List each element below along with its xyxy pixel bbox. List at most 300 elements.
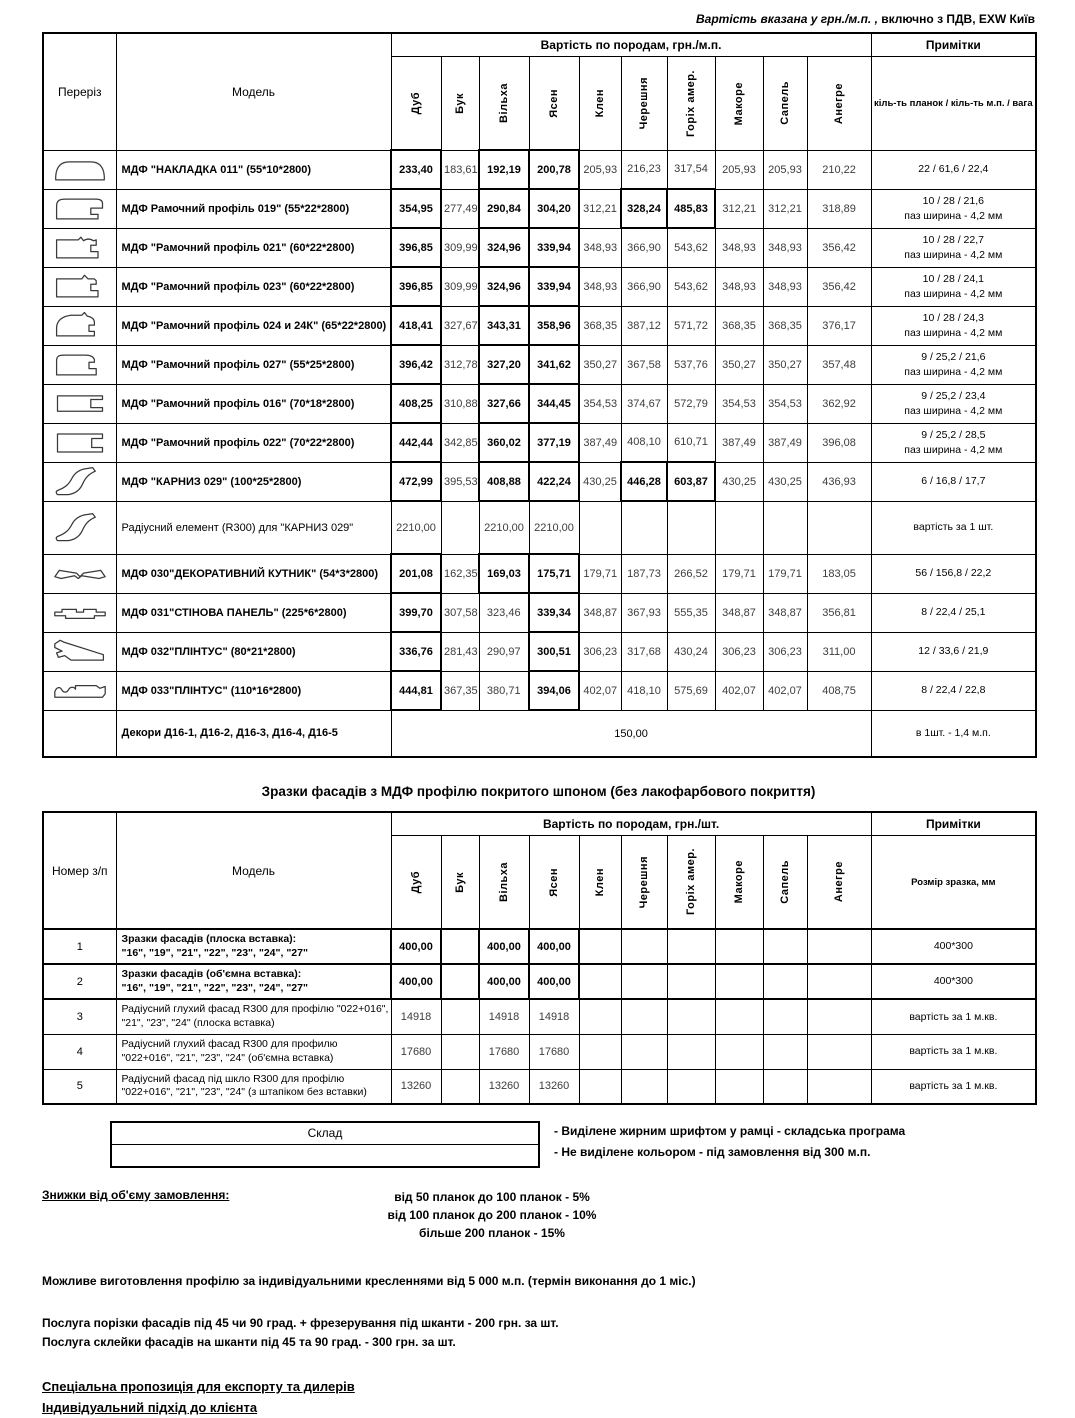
col-header-notes: Примітки: [871, 33, 1036, 57]
price-cell: 317,68: [621, 632, 667, 671]
price-cell: 327,66: [479, 384, 529, 423]
price-cell: 17680: [529, 1034, 579, 1069]
price-cell: 356,42: [807, 228, 871, 267]
corner-030-icon: [43, 554, 116, 593]
stock-legend-label: Склад: [112, 1123, 538, 1145]
overlay-011-icon: [43, 150, 116, 189]
price-cell: 387,49: [763, 423, 807, 462]
price-cell: [579, 999, 621, 1034]
price-cell: 300,51: [529, 632, 579, 671]
price-cell: [579, 964, 621, 999]
row-number: 2: [43, 964, 116, 999]
price-cell: 205,93: [579, 150, 621, 189]
price-cell: 317,54: [667, 150, 715, 189]
note-cell: вартість за 1 м.кв.: [871, 1034, 1036, 1069]
price-cell: [763, 501, 807, 554]
price-cell: 169,03: [479, 554, 529, 593]
price-cell: 354,53: [763, 384, 807, 423]
price-cell: [579, 1069, 621, 1104]
price-cell: 357,48: [807, 345, 871, 384]
price-cell: [667, 501, 715, 554]
price-cell: 304,20: [529, 189, 579, 228]
price-cell: 342,85: [441, 423, 479, 462]
col-header-species-2: Бук: [441, 836, 479, 930]
cornice-029-icon: [43, 462, 116, 501]
price-cell: 348,93: [715, 267, 763, 306]
discounts-block: [42, 1188, 1035, 1246]
col-header-notes: Примітки: [871, 812, 1036, 836]
price-cell: [621, 1034, 667, 1069]
model-name: Радіусний глухий фасад R300 для профілю "022+016", "21", "23", "24" (плоска вставка): [116, 999, 391, 1034]
col-header-model: Модель: [116, 33, 391, 150]
model-name: Зразки фасадів (об'ємна вставка): "16", "19", "21", "22", "23", "24", "27": [116, 964, 391, 999]
model-name: МДФ 032"ПЛІНТУС" (80*21*2800): [116, 632, 391, 671]
price-cell: [763, 964, 807, 999]
price-cell: 366,90: [621, 228, 667, 267]
note-cell: 400*300: [871, 964, 1036, 999]
price-cell: [441, 1034, 479, 1069]
note-cell: 12 / 33,6 / 21,9: [871, 632, 1036, 671]
services-block: [42, 1314, 1035, 1352]
note-cell: вартість за 1 м.кв.: [871, 1069, 1036, 1104]
price-cell: 399,70: [391, 593, 441, 632]
col-header-species-9: Сапель: [763, 57, 807, 151]
price-cell: 368,35: [715, 306, 763, 345]
model-name: МДФ "Рамочний профіль 024 и 24К" (65*22*2800): [116, 306, 391, 345]
price-cell: 430,24: [667, 632, 715, 671]
frame-016-icon: [43, 384, 116, 423]
price-cell: [441, 501, 479, 554]
price-cell: 17680: [479, 1034, 529, 1069]
price-cell: 339,94: [529, 228, 579, 267]
price-cell: 179,71: [763, 554, 807, 593]
price-cell: 472,99: [391, 462, 441, 501]
price-cell: 312,78: [441, 345, 479, 384]
price-cell: [667, 1034, 715, 1069]
price-cell: 324,96: [479, 267, 529, 306]
price-cell: 387,49: [715, 423, 763, 462]
col-header-price-group: Вартість по породам, грн./м.п.: [391, 33, 871, 57]
price-cell: [579, 929, 621, 964]
col-header-species-5: Клен: [579, 836, 621, 930]
price-cell: 307,58: [441, 593, 479, 632]
price-cell: 183,05: [807, 554, 871, 593]
price-cell: 610,71: [667, 423, 715, 462]
note-cell: 56 / 156,8 / 22,2: [871, 554, 1036, 593]
note-cell: 22 / 61,6 / 22,4: [871, 150, 1036, 189]
service-line: Послуга склейки фасадів на шканти під 45 та 90 град. - 300 грн. за шт.: [42, 1335, 456, 1349]
price-cell: 13260: [479, 1069, 529, 1104]
col-header-notes-sub: кіль-ть планок / кіль-ть м.п. / вага: [871, 57, 1036, 151]
price-cell: [763, 1069, 807, 1104]
price-cell: 367,93: [621, 593, 667, 632]
price-cell: 354,53: [715, 384, 763, 423]
plinth-033-icon: [43, 671, 116, 710]
price-cell: 362,92: [807, 384, 871, 423]
price-cell: 290,84: [479, 189, 529, 228]
price-cell: 312,21: [715, 189, 763, 228]
col-header-model: Модель: [116, 812, 391, 929]
price-cell: 395,53: [441, 462, 479, 501]
price-cell: 430,25: [715, 462, 763, 501]
price-cell: 14918: [479, 999, 529, 1034]
price-cell: 396,85: [391, 267, 441, 306]
price-cell: 366,90: [621, 267, 667, 306]
price-cell: 2210,00: [529, 501, 579, 554]
price-cell: 343,31: [479, 306, 529, 345]
price-cell: [667, 964, 715, 999]
price-cell: [441, 964, 479, 999]
price-cell: 17680: [391, 1034, 441, 1069]
price-cell: [621, 1069, 667, 1104]
price-cell: 14918: [529, 999, 579, 1034]
price-cell: 408,75: [807, 671, 871, 710]
order-legend-empty-box: [112, 1145, 538, 1166]
price-cell: 543,62: [667, 267, 715, 306]
model-name: Декори Д16-1, Д16-2, Д16-3, Д16-4, Д16-5: [116, 710, 391, 757]
price-cell: 13260: [391, 1069, 441, 1104]
note-cell: вартість за 1 шт.: [871, 501, 1036, 554]
col-header-species-9: Сапель: [763, 836, 807, 930]
price-cell: 446,28: [621, 462, 667, 501]
price-cell: 430,25: [579, 462, 621, 501]
col-header-num: Номер з/п: [43, 812, 116, 929]
col-header-species-3: Вільха: [479, 57, 529, 151]
price-cell: 402,07: [763, 671, 807, 710]
price-cell: [667, 929, 715, 964]
price-cell: 309,99: [441, 267, 479, 306]
price-cell: [807, 929, 871, 964]
price-cell: [667, 1069, 715, 1104]
row-number: 1: [43, 929, 116, 964]
note-cell: 6 / 16,8 / 17,7: [871, 462, 1036, 501]
price-cell: 356,42: [807, 267, 871, 306]
price-cell: 312,21: [579, 189, 621, 228]
price-cell: 344,45: [529, 384, 579, 423]
col-header-species-6: Черешня: [621, 836, 667, 930]
top-note-italic: Вартість вказана у грн./м.п. ,: [696, 12, 878, 26]
price-cell: [715, 964, 763, 999]
special-offer-line: Індивідуальний підхід до клієнта: [42, 1400, 258, 1415]
price-cell: [807, 1034, 871, 1069]
price-cell: 537,76: [667, 345, 715, 384]
price-cell: 14918: [391, 999, 441, 1034]
col-header-species-2: Бук: [441, 57, 479, 151]
stock-legend-box: [110, 1121, 540, 1168]
price-cell: 603,87: [667, 462, 715, 501]
price-cell: 187,73: [621, 554, 667, 593]
model-name: МДФ "Рамочний профіль 022" (70*22*2800): [116, 423, 391, 462]
price-cell: 348,93: [579, 228, 621, 267]
col-header-species-5: Клен: [579, 57, 621, 151]
price-cell: 436,93: [807, 462, 871, 501]
price-cell: 324,96: [479, 228, 529, 267]
price-cell: 571,72: [667, 306, 715, 345]
row-number: 3: [43, 999, 116, 1034]
price-cell: 408,10: [621, 423, 667, 462]
panel-031-icon: [43, 593, 116, 632]
discount-line: від 100 планок до 200 планок - 10%: [387, 1208, 597, 1222]
price-cell: [807, 964, 871, 999]
price-cell: [715, 929, 763, 964]
custom-production-note: Можливе виготовлення профілю за індивідуальними кресленнями від 5 000 м.п. (термін виконання до 1 міс.): [42, 1274, 696, 1288]
model-name: Радіусний глухий фасад R300 для профилю "022+016", "21", "23", "24" (об'ємна вставка): [116, 1034, 391, 1069]
col-header-species-8: Макоре: [715, 836, 763, 930]
price-cell: 408,88: [479, 462, 529, 501]
frame-021-icon: [43, 228, 116, 267]
dekor-price-cell: 150,00: [391, 710, 871, 757]
col-header-species-10: Анегре: [807, 836, 871, 930]
price-cell: 377,19: [529, 423, 579, 462]
discount-lines: [212, 1188, 772, 1242]
price-cell: [621, 964, 667, 999]
model-name: МДФ "Рамочний профіль 027" (55*25*2800): [116, 345, 391, 384]
col-header-species-4: Ясен: [529, 57, 579, 151]
note-cell: 10 / 28 / 22,7 паз ширина - 4,2 мм: [871, 228, 1036, 267]
price-cell: 376,17: [807, 306, 871, 345]
model-name: Радіусний елемент (R300) для "КАРНИЗ 029": [116, 501, 391, 554]
price-cell: [763, 929, 807, 964]
price-cell: [667, 999, 715, 1034]
price-cell: 310,88: [441, 384, 479, 423]
price-cell: 575,69: [667, 671, 715, 710]
note-cell: 9 / 25,2 / 21,6 паз ширина - 4,2 мм: [871, 345, 1036, 384]
note-cell: в 1шт. - 1,4 м.п.: [871, 710, 1036, 757]
service-line: Послуга порізки фасадів під 45 чи 90 град. + фрезерування під шканти - 200 грн. за шт.: [42, 1316, 559, 1330]
price-cell: 281,43: [441, 632, 479, 671]
price-cell: 367,35: [441, 671, 479, 710]
facade-samples-title: Зразки фасадів з МДФ профілю покритого шпоном (без лакофарбового покриття): [261, 784, 816, 799]
price-cell: [715, 999, 763, 1034]
row-number: 4: [43, 1034, 116, 1069]
col-header-price-group: Вартість по породам, грн./шт.: [391, 812, 871, 836]
col-header-species-4: Ясен: [529, 836, 579, 930]
col-header-species-7: Горіх амер.: [667, 57, 715, 151]
special-offer-block: [42, 1376, 1035, 1418]
plinth-032-icon: [43, 632, 116, 671]
price-cell: [807, 999, 871, 1034]
model-name: МДФ 033"ПЛІНТУС" (110*16*2800): [116, 671, 391, 710]
price-cell: 402,07: [579, 671, 621, 710]
price-cell: 327,20: [479, 345, 529, 384]
price-cell: 400,00: [529, 964, 579, 999]
model-name: МДФ Рамочний профіль 019" (55*22*2800): [116, 189, 391, 228]
price-cell: 175,71: [529, 554, 579, 593]
price-cell: 360,02: [479, 423, 529, 462]
price-cell: 387,12: [621, 306, 667, 345]
price-cell: 350,27: [763, 345, 807, 384]
price-cell: 400,00: [529, 929, 579, 964]
top-note-rest: включно з ПДВ, EXW Київ: [877, 12, 1035, 26]
price-cell: 442,44: [391, 423, 441, 462]
model-name: МДФ "Рамочний профіль 023" (60*22*2800): [116, 267, 391, 306]
facade-samples-table: [42, 811, 1037, 1105]
price-cell: 210,22: [807, 150, 871, 189]
price-cell: 192,19: [479, 150, 529, 189]
price-cell: 350,27: [715, 345, 763, 384]
special-offer-line: Спеціальна пропозиція для експорту та дилерів: [42, 1379, 355, 1394]
price-cell: 400,00: [479, 929, 529, 964]
col-header-species-1: Дуб: [391, 57, 441, 151]
discount-line: від 50 планок до 100 планок - 5%: [394, 1190, 590, 1204]
price-cell: [715, 1069, 763, 1104]
price-cell: 2210,00: [479, 501, 529, 554]
price-cell: 2210,00: [391, 501, 441, 554]
model-name: МДФ 030"ДЕКОРАТИВНИЙ КУТНИК" (54*3*2800): [116, 554, 391, 593]
price-cell: 387,49: [579, 423, 621, 462]
price-cell: 306,23: [715, 632, 763, 671]
note-cell: 10 / 28 / 24,1 паз ширина - 4,2 мм: [871, 267, 1036, 306]
price-cell: 348,93: [763, 267, 807, 306]
col-header-species-3: Вільха: [479, 836, 529, 930]
legend: [110, 1121, 1035, 1168]
col-header-species-6: Черешня: [621, 57, 667, 151]
price-cell: 277,49: [441, 189, 479, 228]
frame-022-icon: [43, 423, 116, 462]
price-cell: 367,58: [621, 345, 667, 384]
price-cell: 572,79: [667, 384, 715, 423]
col-header-species-1: Дуб: [391, 836, 441, 930]
price-cell: 179,71: [715, 554, 763, 593]
price-cell: 396,85: [391, 228, 441, 267]
price-cell: 400,00: [479, 964, 529, 999]
price-cell: 348,93: [715, 228, 763, 267]
note-cell: 9 / 25,2 / 23,4 паз ширина - 4,2 мм: [871, 384, 1036, 423]
row-number: 5: [43, 1069, 116, 1104]
frame-024-icon: [43, 306, 116, 345]
price-cell: 183,61: [441, 150, 479, 189]
price-cell: 205,93: [715, 150, 763, 189]
price-cell: 394,06: [529, 671, 579, 710]
price-cell: 380,71: [479, 671, 529, 710]
price-cell: 162,35: [441, 554, 479, 593]
price-cell: 323,46: [479, 593, 529, 632]
price-cell: 485,83: [667, 189, 715, 228]
price-cell: [441, 929, 479, 964]
empty-icon-cell: [43, 710, 116, 757]
price-cell: [807, 1069, 871, 1104]
price-cell: 13260: [529, 1069, 579, 1104]
price-cell: [441, 1069, 479, 1104]
model-name: Зразки фасадів (плоска вставка): "16", "19", "21", "22", "23", "24", "27": [116, 929, 391, 964]
note-cell: 10 / 28 / 21,6 паз ширина - 4,2 мм: [871, 189, 1036, 228]
price-cell: [715, 501, 763, 554]
radius-element-icon: [43, 501, 116, 554]
price-cell: 368,35: [763, 306, 807, 345]
price-cell: 341,62: [529, 345, 579, 384]
legend-line-stock: - Виділене жирним шрифтом у рамці - складська програма: [554, 1124, 906, 1138]
legend-line-order: - Не виділене кольором - під замовлення від 300 м.п.: [554, 1145, 871, 1159]
price-cell: 306,23: [579, 632, 621, 671]
note-cell: 8 / 22,4 / 25,1: [871, 593, 1036, 632]
col-header-species-10: Анегре: [807, 57, 871, 151]
frame-023-icon: [43, 267, 116, 306]
col-header-species-7: Горіх амер.: [667, 836, 715, 930]
note-cell: 10 / 28 / 24,3 паз ширина - 4,2 мм: [871, 306, 1036, 345]
price-cell: 400,00: [391, 929, 441, 964]
price-cell: 543,62: [667, 228, 715, 267]
price-cell: 396,42: [391, 345, 441, 384]
price-cell: 368,35: [579, 306, 621, 345]
price-cell: 339,94: [529, 267, 579, 306]
price-cell: 350,27: [579, 345, 621, 384]
price-cell: 356,81: [807, 593, 871, 632]
price-cell: 336,76: [391, 632, 441, 671]
price-cell: 354,53: [579, 384, 621, 423]
price-cell: 339,34: [529, 593, 579, 632]
model-name: МДФ 031"СТІНОВА ПАНЕЛЬ" (225*6*2800): [116, 593, 391, 632]
price-cell: [715, 1034, 763, 1069]
price-cell: 354,95: [391, 189, 441, 228]
model-name: МДФ "Рамочний профіль 016" (70*18*2800): [116, 384, 391, 423]
frame-027-icon: [43, 345, 116, 384]
col-header-pereriz: Переріз: [43, 33, 116, 150]
price-cell: 348,87: [579, 593, 621, 632]
price-cell: 216,23: [621, 150, 667, 189]
price-cell: 179,71: [579, 554, 621, 593]
price-cell: [621, 501, 667, 554]
price-cell: 422,24: [529, 462, 579, 501]
price-cell: 290,97: [479, 632, 529, 671]
note-cell: 400*300: [871, 929, 1036, 964]
frame-019-icon: [43, 189, 116, 228]
model-name: Радіусний фасад під шкло R300 для профілю "022+016", "21", "23", "24" (з штапіком без вставки): [116, 1069, 391, 1104]
price-cell: 205,93: [763, 150, 807, 189]
col-header-species-8: Макоре: [715, 57, 763, 151]
price-cell: [579, 501, 621, 554]
price-cell: 444,81: [391, 671, 441, 710]
price-cell: 358,96: [529, 306, 579, 345]
price-cell: 418,41: [391, 306, 441, 345]
price-cell: 348,87: [763, 593, 807, 632]
note-cell: вартість за 1 м.кв.: [871, 999, 1036, 1034]
price-cell: 328,24: [621, 189, 667, 228]
note-cell: 9 / 25,2 / 28,5 паз ширина - 4,2 мм: [871, 423, 1036, 462]
price-cell: 233,40: [391, 150, 441, 189]
price-cell: 348,93: [579, 267, 621, 306]
discounts-heading: Знижки від об'єму замовлення:: [42, 1188, 230, 1202]
price-cell: 312,21: [763, 189, 807, 228]
price-cell: [763, 999, 807, 1034]
price-cell: 374,67: [621, 384, 667, 423]
price-cell: 408,25: [391, 384, 441, 423]
price-cell: 348,93: [763, 228, 807, 267]
price-cell: 430,25: [763, 462, 807, 501]
price-cell: 396,08: [807, 423, 871, 462]
discount-line: більше 200 планок - 15%: [419, 1226, 565, 1240]
top-note: [42, 12, 1035, 26]
legend-texts: [554, 1121, 905, 1168]
price-cell: [807, 501, 871, 554]
price-cell: [441, 999, 479, 1034]
price-cell: [621, 999, 667, 1034]
price-cell: [579, 1034, 621, 1069]
price-cell: 418,10: [621, 671, 667, 710]
price-cell: 318,89: [807, 189, 871, 228]
price-cell: 327,67: [441, 306, 479, 345]
price-cell: 400,00: [391, 964, 441, 999]
price-cell: 266,52: [667, 554, 715, 593]
col-header-notes-sub: Розмір зразка, мм: [871, 836, 1036, 930]
price-cell: 402,07: [715, 671, 763, 710]
price-cell: 555,35: [667, 593, 715, 632]
price-cell: 201,08: [391, 554, 441, 593]
price-cell: 309,99: [441, 228, 479, 267]
model-name: МДФ "Рамочний профіль 021" (60*22*2800): [116, 228, 391, 267]
price-cell: [763, 1034, 807, 1069]
price-cell: 306,23: [763, 632, 807, 671]
profiles-price-table: [42, 32, 1037, 758]
